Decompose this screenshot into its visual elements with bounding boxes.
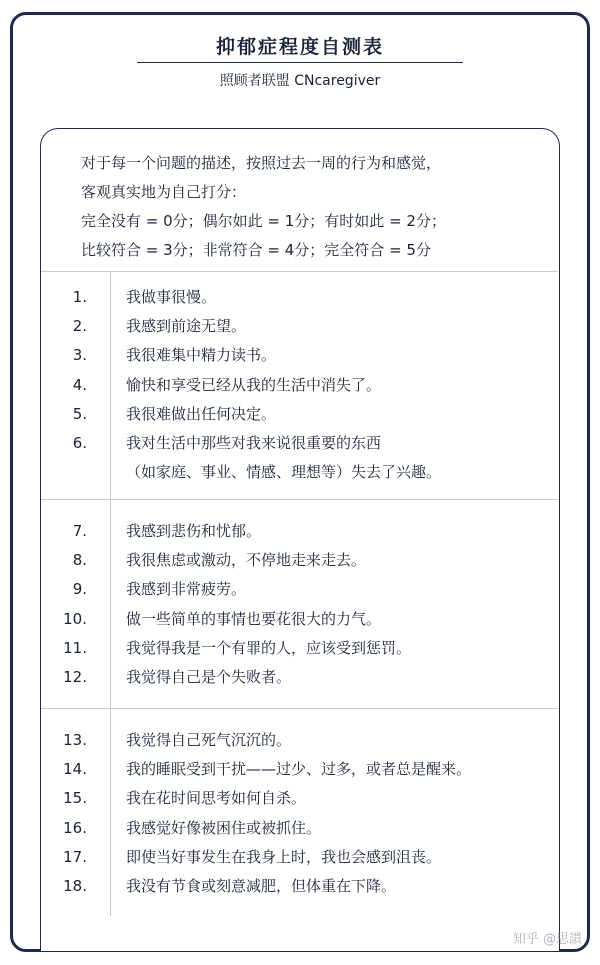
instruction-line: 完全没有 = 0分；偶尔如此 = 1分；有时如此 = 2分；	[81, 212, 446, 230]
question-row	[41, 872, 558, 901]
page-title: 抑郁症程度自测表	[215, 36, 384, 58]
question-group-2	[41, 517, 558, 692]
question-number: 6.	[72, 433, 87, 452]
question-number: 11.	[63, 638, 87, 657]
question-text: 我在花时间思考如何自杀。	[126, 789, 307, 808]
question-text: 我没有节食或刻意减肥，但体重在下降。	[126, 876, 397, 895]
question-number: 8.	[72, 551, 87, 570]
instruction-line: 比较符合 = 3分；非常符合 = 4分；完全符合 = 5分	[81, 241, 431, 259]
question-row	[41, 814, 558, 843]
question-text: 即使当好事发生在我身上时，我也会感到沮丧。	[126, 847, 442, 866]
instructions	[81, 149, 446, 265]
question-row	[41, 517, 558, 546]
question-text: 我做事很慢。	[126, 288, 217, 306]
question-row	[41, 429, 558, 458]
question-group-1	[41, 283, 558, 487]
title-divider	[137, 62, 463, 63]
question-row	[41, 546, 558, 575]
question-text: 我感到前途无望。	[126, 317, 247, 336]
question-row	[41, 371, 558, 400]
section-divider	[41, 499, 558, 500]
question-text: 我感觉好像被困住或被抓住。	[126, 818, 322, 837]
question-row	[41, 575, 558, 604]
question-number: 2.	[72, 317, 87, 336]
question-number: 18.	[63, 876, 87, 895]
question-text: 我很焦虑或激动，不停地走来走去。	[126, 551, 367, 570]
question-text: 我觉得自己是个失败者。	[126, 667, 292, 686]
question-row	[41, 341, 558, 370]
question-number: 1.	[72, 288, 87, 306]
question-number: 4.	[72, 375, 87, 394]
question-number: 7.	[72, 522, 87, 540]
question-number: 16.	[63, 818, 87, 837]
question-number: 12.	[63, 667, 87, 686]
question-text: 做一些简单的事情也要花很大的力气。	[126, 609, 382, 628]
question-text: 我感到悲伤和忧郁。	[126, 522, 262, 540]
question-number: 14.	[63, 760, 87, 779]
question-text: 我很难集中精力读书。	[126, 346, 277, 365]
question-text: 我很难做出任何决定。	[126, 404, 277, 423]
question-number: 9.	[72, 580, 87, 599]
question-row	[41, 663, 558, 692]
question-row	[41, 283, 558, 312]
question-row	[41, 755, 558, 784]
question-number: 3.	[72, 346, 87, 365]
question-text: 我的睡眠受到干扰——过少、过多，或者总是醒来。	[126, 760, 472, 779]
page-subtitle: 照顾者联盟 CNcaregiver	[219, 73, 381, 89]
question-text: （如家庭、事业、情感、理想等）失去了兴趣。	[126, 463, 442, 482]
question-row	[41, 605, 558, 634]
question-text: 我感到非常疲劳。	[126, 580, 247, 599]
question-number: 13.	[63, 731, 87, 749]
question-row	[41, 312, 558, 341]
question-row	[41, 634, 558, 663]
question-text: 我觉得自己死气沉沉的。	[126, 731, 292, 749]
question-row	[41, 726, 558, 755]
question-row	[41, 843, 558, 872]
questionnaire-panel	[40, 128, 560, 951]
question-number: 17.	[63, 847, 87, 866]
question-number: 10.	[63, 609, 87, 628]
question-text: 愉快和享受已经从我的生活中消失了。	[126, 375, 382, 394]
instruction-line: 客观真实地为自己打分：	[81, 183, 247, 201]
section-divider	[41, 708, 558, 709]
section-divider	[41, 271, 558, 272]
question-row	[41, 400, 558, 429]
question-text: 我觉得我是一个有罪的人，应该受到惩罚。	[126, 638, 412, 657]
question-group-3	[41, 726, 558, 901]
question-number: 5.	[72, 404, 87, 423]
instruction-line: 对于每一个问题的描述，按照过去一周的行为和感觉，	[81, 154, 442, 172]
question-row	[41, 458, 558, 487]
source-watermark: 知乎 @思謴	[512, 932, 582, 947]
question-number: 15.	[63, 789, 87, 808]
question-text: 我对生活中那些对我来说很重要的东西	[126, 433, 382, 452]
question-row	[41, 784, 558, 813]
